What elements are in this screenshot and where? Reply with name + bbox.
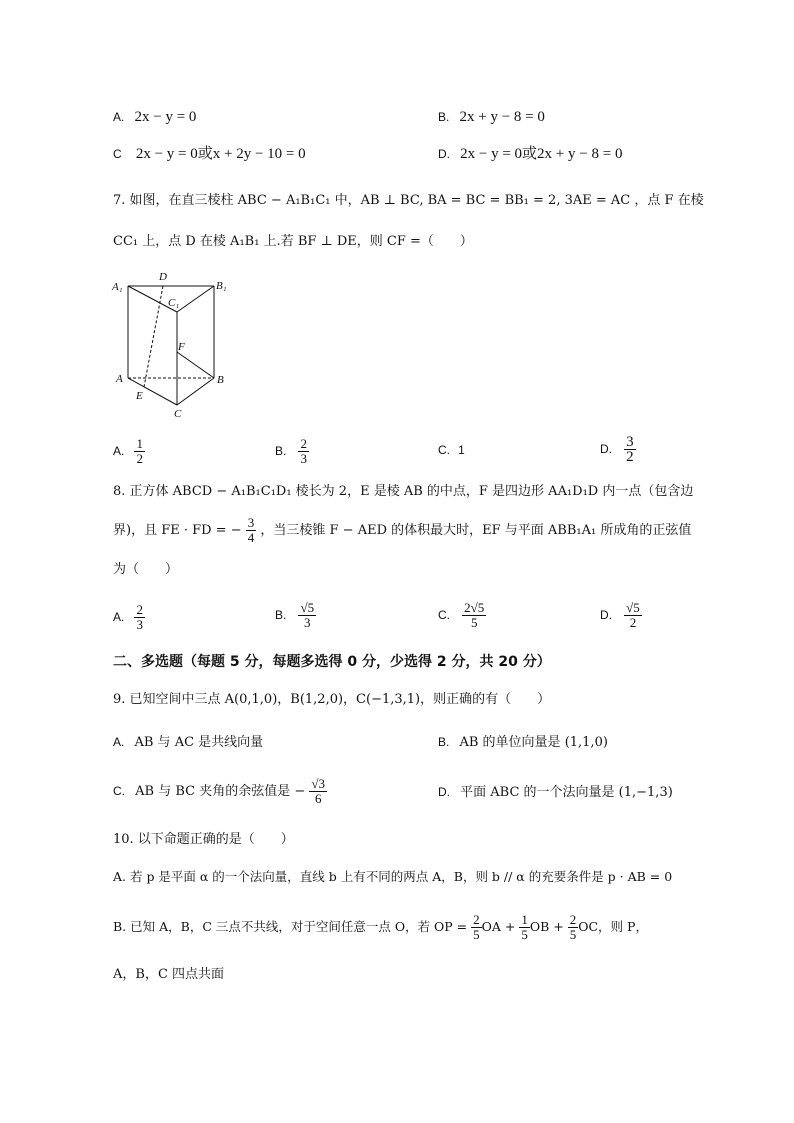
denominator: 2 [626, 449, 634, 465]
prism-figure [110, 270, 230, 420]
q9-stem: 9. 已知空间中三点 A(0,1,0)，B(1,2,0)，C(−1,3,1)，则正确的有（ ） [113, 692, 551, 707]
option-label: D. [600, 442, 612, 456]
vector-term: OC，则 P， [578, 919, 648, 934]
option-text: 2x + y − 8 = 0 [459, 109, 545, 125]
option-text: 2x − y = 0 [134, 109, 197, 125]
denominator: 4 [247, 530, 255, 545]
denominator: 5 [569, 927, 577, 942]
q8-line2-post: ，当三棱锥 F − AED 的体积最大时，EF 与平面 ABB₁A₁ 所成角的正弦值 [260, 523, 692, 538]
option-label: C. [438, 608, 450, 622]
denominator: 5 [473, 927, 480, 942]
q10-option-a: A. 若 p 是平面 α 的一个法向量，直线 b 上有不同的两点 A，B，则 b // α 的充要条件是 p · AB = 0 [113, 869, 673, 884]
option-label: B. [275, 444, 287, 458]
numerator: 2 [136, 602, 143, 617]
q9-option-d [438, 783, 673, 802]
denominator: 5 [521, 927, 528, 942]
option-label: D. [438, 785, 450, 799]
numerator: 2 [300, 436, 307, 451]
option-label: A. [113, 735, 125, 749]
label-c1: C₁ [168, 297, 180, 309]
denominator: 5 [470, 615, 478, 630]
edge-b-c [177, 378, 214, 405]
vector-term: OB + [529, 919, 564, 934]
fraction [568, 913, 579, 942]
option-label: C. [438, 443, 450, 457]
q9-option-a [113, 733, 263, 752]
label-a: A [116, 373, 123, 385]
q8-option-b [275, 599, 316, 632]
q7-stem-line2: CC₁ 上，点 D 在棱 A₁B₁ 上.若 BF ⊥ DE，则 CF =（ ） [113, 234, 473, 249]
q10-option-b-line2: A，B，C 四点共面 [113, 967, 225, 982]
fraction [624, 435, 636, 464]
q8-option-d [600, 599, 642, 632]
q8-stem-line3: 为（ ） [113, 562, 179, 577]
option-label: D. [600, 608, 612, 622]
segment-f-b [177, 352, 214, 378]
fraction [309, 777, 327, 806]
denominator: 6 [314, 791, 322, 806]
denominator: 3 [300, 451, 307, 466]
q6-option-d [438, 145, 622, 164]
label-f: F [178, 341, 185, 353]
q6-option-a [113, 108, 196, 127]
vector-term: OA + [481, 919, 516, 934]
option-label: C [113, 147, 122, 161]
numerator: √3 [311, 776, 326, 791]
fraction [134, 603, 145, 632]
q10-stem: 10. 以下命题正确的是（ ） [113, 832, 294, 847]
option-label: A. [113, 444, 125, 458]
option-text: 2x − y = 0或x + 2y − 10 = 0 [135, 146, 306, 162]
q9-option-b [438, 733, 608, 752]
q6-option-c [113, 145, 306, 164]
q6-option-b [438, 108, 545, 127]
numerator: √5 [300, 600, 315, 615]
option-text: AB 与 BC 夹角的余弦值是 − [135, 784, 306, 799]
q8-stem-line1: 8. 正方体 ABCD − A₁B₁C₁D₁ 棱长为 2，E 是棱 AB 的中点，F 是四边形 AA₁D₁D 内一点（包含边 [113, 484, 694, 499]
q10-b-pre: B. 已知 A，B，C 三点不共线，对于空间任意一点 O，若 OP = [113, 919, 468, 934]
numerator: 1 [521, 912, 528, 927]
q9-option-c [113, 771, 327, 812]
segment-d-e-hidden [144, 286, 163, 387]
option-text: 1 [458, 443, 465, 457]
label-d: D [159, 271, 167, 283]
q10-option-b [113, 908, 648, 946]
option-label: B. [438, 110, 450, 124]
q7-option-a [113, 436, 145, 467]
fraction [298, 437, 309, 466]
option-text: AB 的单位向量是 (1,1,0) [459, 735, 608, 750]
numerator: 3 [247, 515, 255, 530]
label-c: C [174, 408, 182, 420]
numerator: 1 [136, 436, 143, 451]
label-b1: B₁ [216, 280, 227, 292]
edge-b1-c1 [177, 286, 214, 312]
fraction [134, 437, 145, 466]
option-label: A. [113, 610, 125, 624]
numerator: √5 [626, 600, 640, 615]
q8-line2-pre: 界)，且 FE · FD = − [113, 523, 242, 538]
denominator: 3 [304, 615, 311, 630]
fraction [624, 601, 642, 630]
q8-option-c [438, 599, 486, 632]
denominator: 3 [136, 617, 143, 632]
fraction [462, 601, 486, 630]
label-a1: A₁ [112, 281, 123, 293]
q7-option-d [600, 434, 636, 465]
denominator: 2 [136, 451, 143, 466]
option-text: AB 与 AC 是共线向量 [134, 735, 264, 750]
section-heading: 二、多选题（每题 5 分，每题多选得 0 分，少选得 2 分，共 20 分） [113, 654, 551, 670]
option-text: 平面 ABC 的一个法向量是 (1,−1,3) [460, 785, 673, 800]
label-e: E [136, 390, 143, 402]
fraction [298, 601, 316, 630]
label-b: B [217, 374, 224, 386]
q8-option-a [113, 601, 145, 634]
fraction [246, 516, 257, 545]
fraction [471, 913, 482, 942]
option-label: B. [438, 735, 450, 749]
option-label: D. [438, 147, 450, 161]
q8-stem-line2 [113, 514, 691, 548]
option-label: C. [113, 784, 125, 798]
option-label: A. [113, 110, 125, 124]
numerator: 3 [626, 434, 634, 450]
numerator: 2 [569, 912, 577, 927]
fraction [519, 913, 530, 942]
denominator: 2 [629, 615, 637, 630]
q7-option-c [438, 441, 465, 460]
numerator: 2 [473, 912, 480, 927]
q7-stem-line1: 7. 如图，在直三棱柱 ABC − A₁B₁C₁ 中，AB ⊥ BC, BA = BC = BB₁ = 2, 3AE = AC ，点 F 在棱 [113, 193, 704, 208]
q7-option-b [275, 436, 309, 467]
option-text: 2x − y = 0或2x + y − 8 = 0 [460, 146, 623, 162]
numerator: 2√5 [464, 600, 485, 615]
option-label: B. [275, 608, 287, 622]
